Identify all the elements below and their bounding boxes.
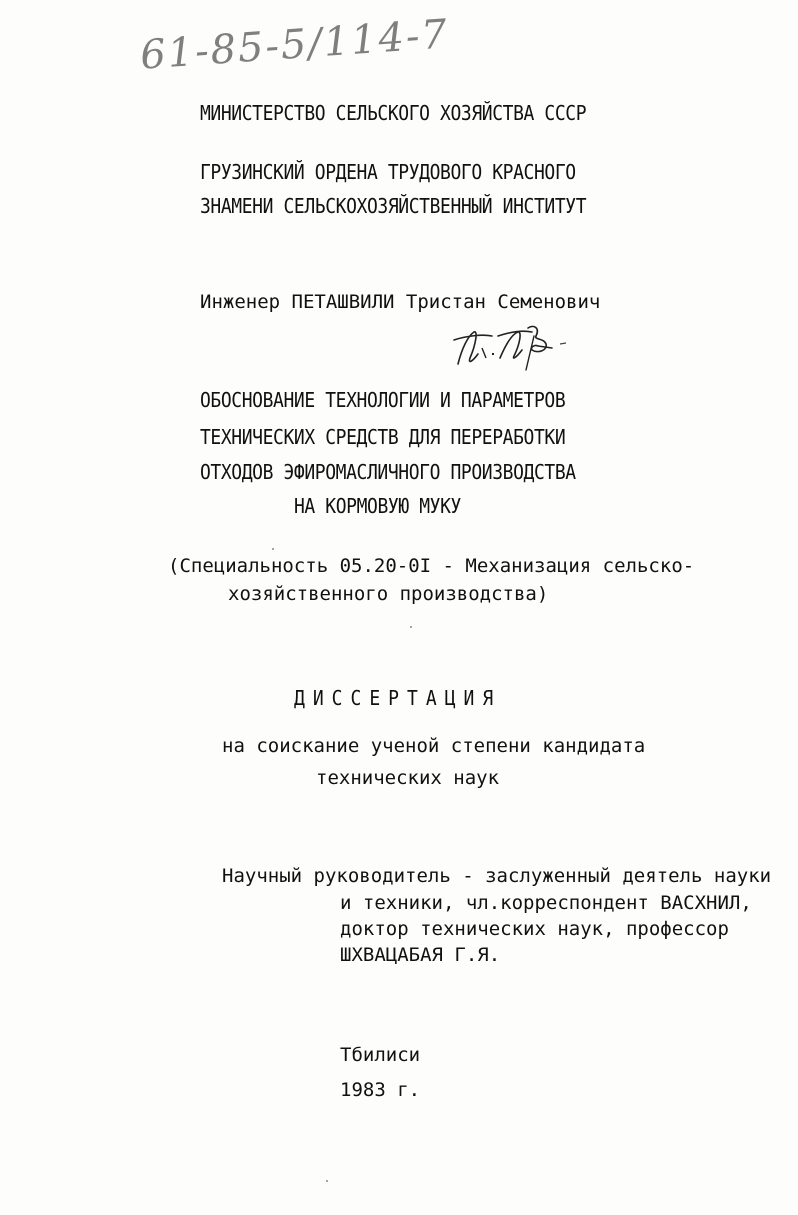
- supervisor-line-3: доктор технических наук, профессор: [340, 918, 729, 940]
- specialty-line-1: (Специальность 05.20-0I - Механизация сельско-: [168, 555, 695, 577]
- paper-speck: [326, 1180, 328, 1182]
- ministry-name: МИНИСТЕРСТВО СЕЛЬСКОГО ХОЗЯЙСТВА СССР: [200, 102, 587, 126]
- paper-speck: [272, 548, 274, 550]
- specialty-line-2: хозяйственного производства): [228, 583, 549, 605]
- title-line-2: ТЕХНИЧЕСКИХ СРЕДСТВ ДЛЯ ПЕРЕРАБОТКИ: [200, 426, 566, 450]
- supervisor-line-4: ШХВАЦАБАЯ Г.Я.: [340, 944, 501, 966]
- author-name: Инженер ПЕТАШВИЛИ Тристан Семенович: [200, 291, 601, 313]
- author-signature: [448, 318, 576, 380]
- document-type-heading: ДИССЕРТАЦИЯ: [294, 687, 502, 711]
- archive-catalog-mark: 61-85-5/114-7: [138, 11, 451, 79]
- title-line-1: ОБОСНОВАНИЕ ТЕХНОЛОГИИ И ПАРАМЕТРОВ: [200, 389, 566, 413]
- year: 1983 г.: [340, 1079, 421, 1101]
- institute-name-line-1: ГРУЗИНСКИЙ ОРДЕНА ТРУДОВОГО КРАСНОГО: [200, 161, 576, 185]
- supervisor-line-1: Научный руководитель - заслуженный деятель науки: [222, 865, 772, 887]
- city: Тбилиси: [340, 1044, 421, 1066]
- institute-name-line-2: ЗНАМЕНИ СЕЛЬСКОХОЗЯЙСТВЕННЫЙ ИНСТИТУТ: [200, 195, 587, 219]
- title-line-4: НА КОРМОВУЮ МУКУ: [294, 495, 461, 519]
- title-line-3: ОТХОДОВ ЭФИРОМАСЛИЧНОГО ПРОИЗВОДСТВА: [200, 461, 576, 485]
- supervisor-line-2: и техники, чл.корреспондент ВАСХНИЛ,: [340, 892, 752, 914]
- degree-line-1: на соискание ученой степени кандидата: [222, 735, 646, 757]
- degree-line-2: технических наук: [316, 767, 500, 789]
- paper-speck: [410, 626, 412, 628]
